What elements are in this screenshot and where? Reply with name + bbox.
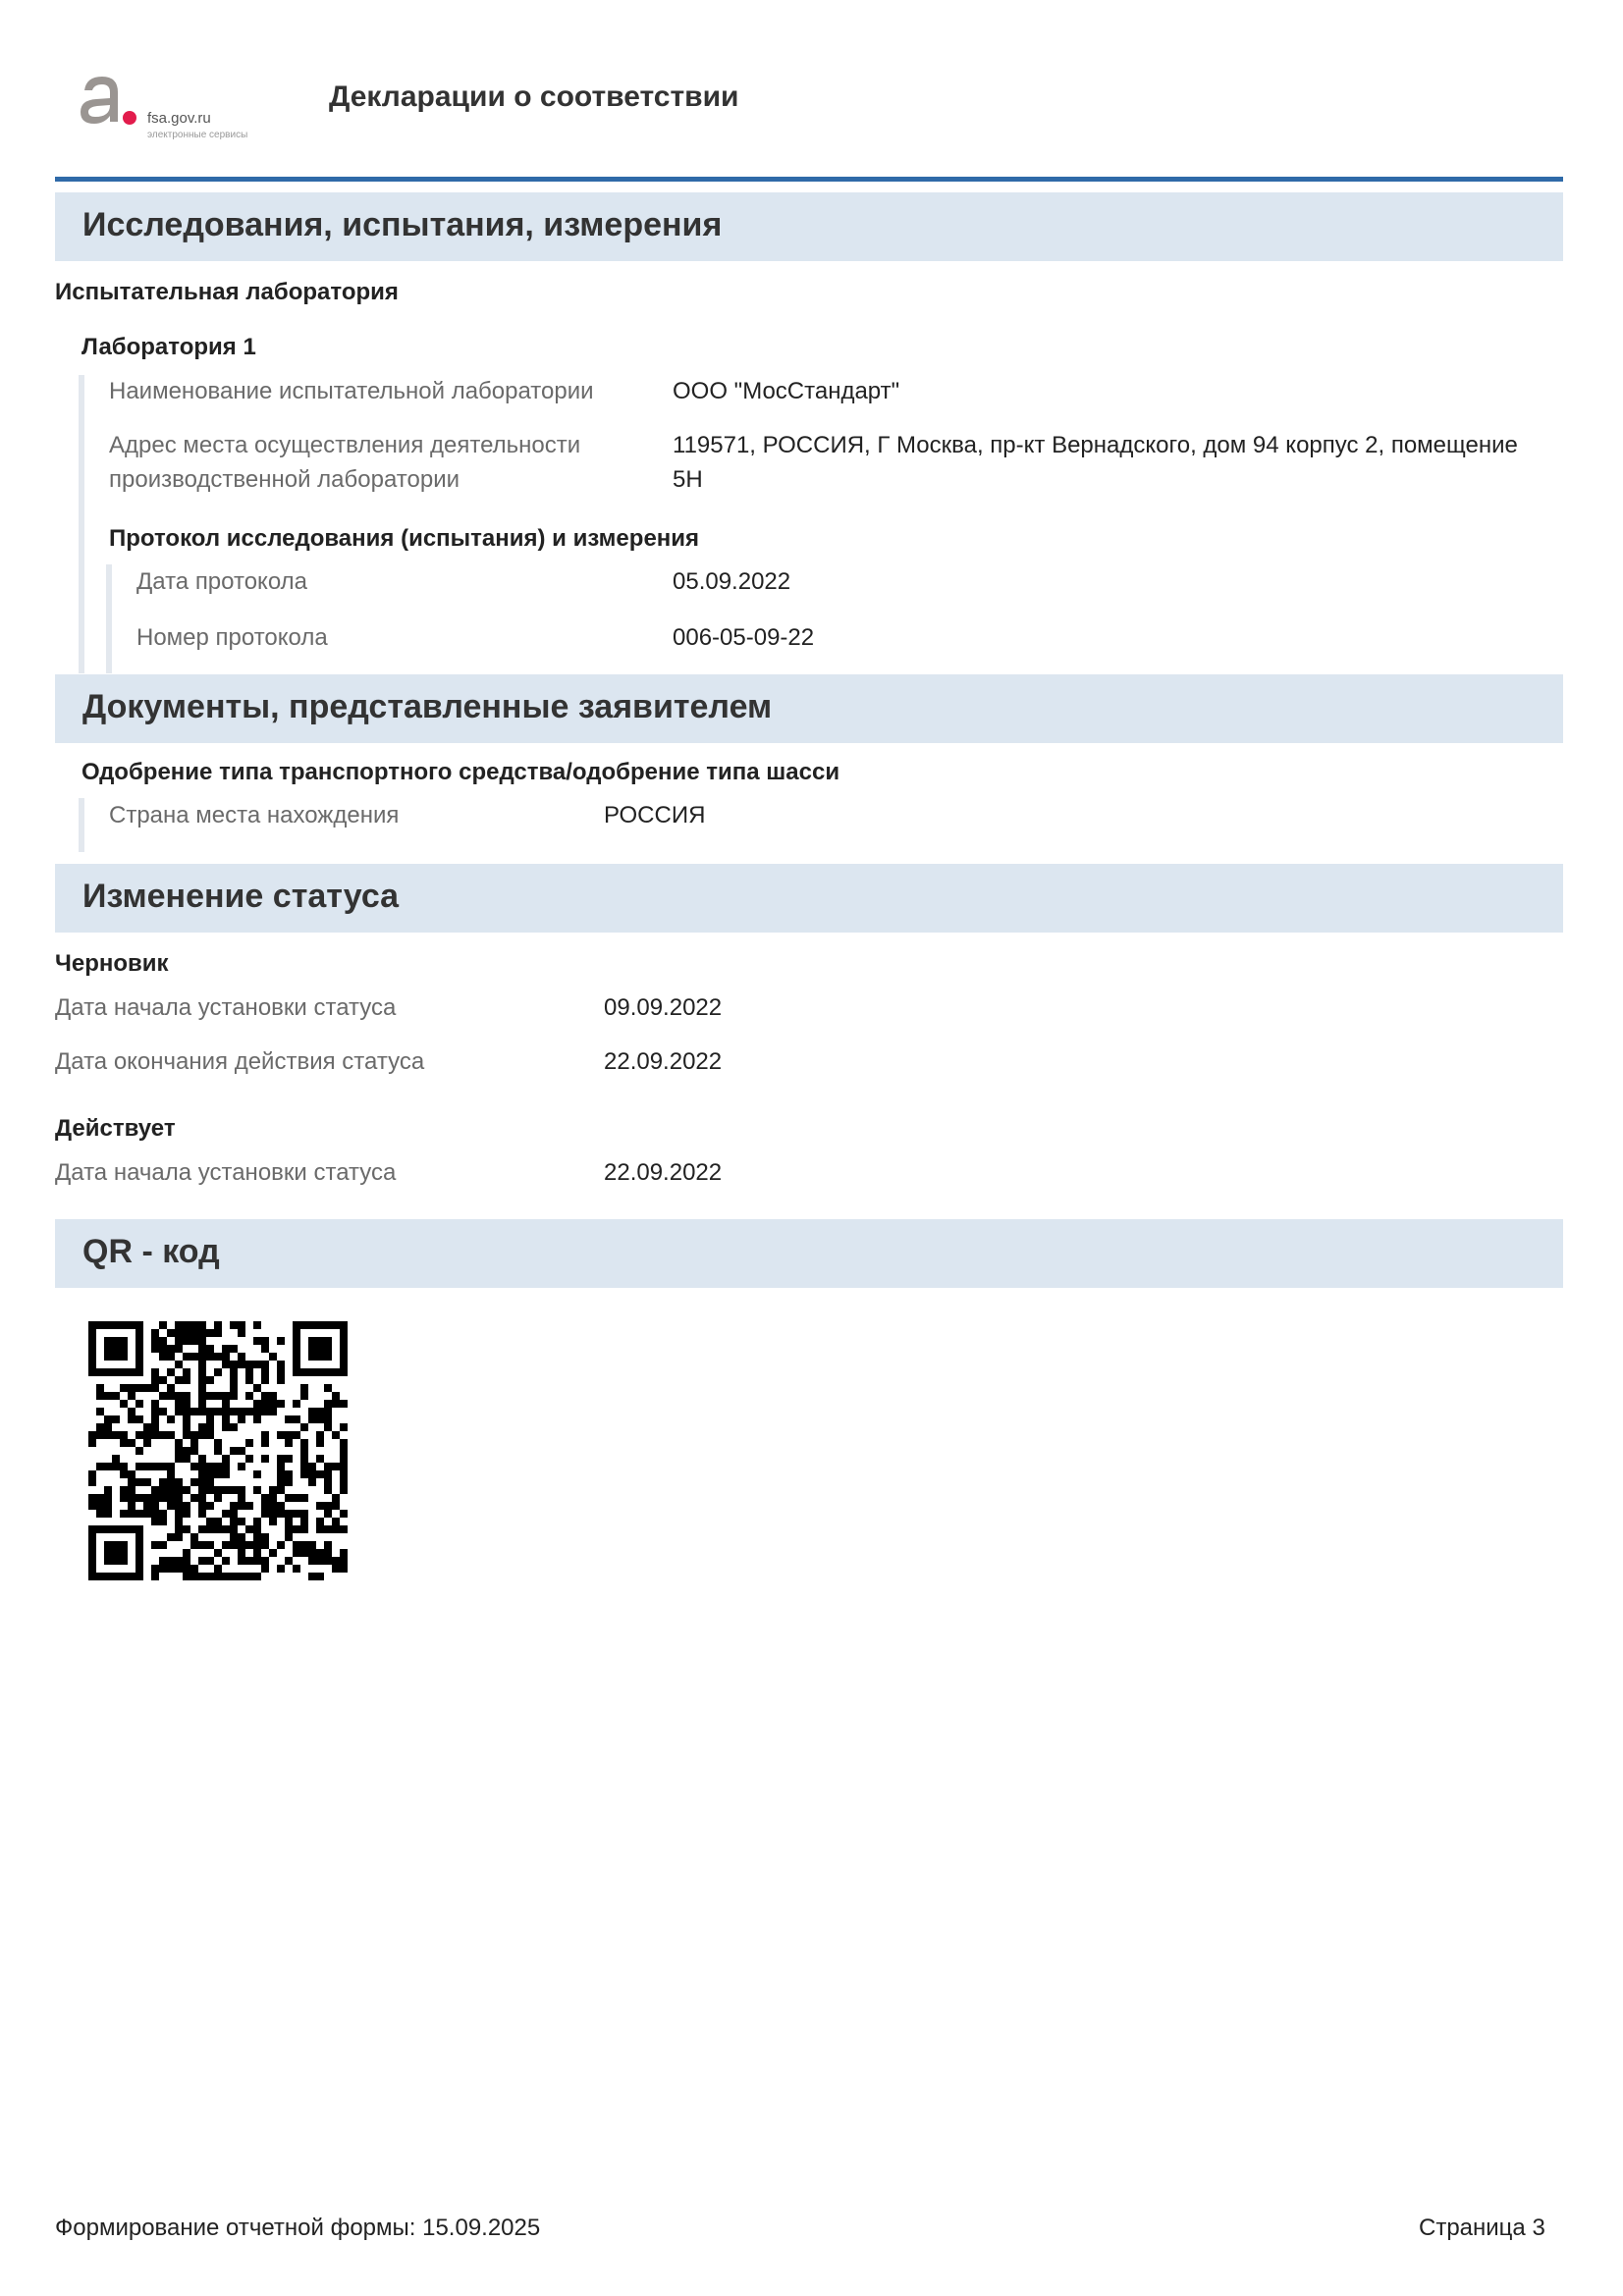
section-research-header bbox=[55, 192, 1563, 261]
protocol-date-value: 05.09.2022 bbox=[673, 568, 791, 595]
protocol-number-value: 006-05-09-22 bbox=[673, 624, 815, 651]
header-divider bbox=[55, 177, 1563, 182]
document-title: Декларации о соответствии bbox=[329, 80, 739, 113]
report-generated-date: Формирование отчетной формы: 15.09.2025 bbox=[55, 2215, 541, 2241]
fsa-logo bbox=[77, 73, 273, 143]
lab-address-value-line2: 5Н bbox=[673, 466, 703, 493]
active-start-label: Дата начала установки статуса bbox=[55, 1159, 397, 1186]
section-qr-header bbox=[55, 1219, 1563, 1288]
fsa-logo-icon bbox=[77, 73, 145, 132]
status-active-heading: Действует bbox=[55, 1115, 176, 1142]
country-value: РОССИЯ bbox=[604, 802, 706, 828]
section-qr-title: QR - код bbox=[82, 1233, 220, 1270]
lab-name-label: Наименование испытательной лаборатории bbox=[109, 378, 594, 404]
testing-lab-heading: Испытательная лаборатория bbox=[55, 279, 399, 305]
draft-end-label: Дата окончания действия статуса bbox=[55, 1048, 425, 1075]
logo-domain: fsa.gov.ru bbox=[147, 110, 211, 127]
protocol-indent-bar bbox=[106, 564, 112, 673]
section-research-title: Исследования, испытания, измерения bbox=[82, 206, 723, 243]
lab-address-label-line1: Адрес места осуществления деятельности bbox=[109, 432, 581, 458]
page-number: Страница 3 bbox=[1419, 2215, 1545, 2241]
documents-indent-bar bbox=[79, 798, 84, 852]
lab-address-value-line1: 119571, РОССИЯ, Г Москва, пр-кт Вернадского, дом 94 корпус 2, помещение bbox=[673, 432, 1518, 458]
lab-name-value: ООО "МосСтандарт" bbox=[673, 378, 900, 404]
logo-subtitle: электронные сервисы bbox=[147, 130, 248, 140]
protocol-date-label: Дата протокола bbox=[136, 568, 307, 595]
lab-title: Лаборатория 1 bbox=[81, 334, 256, 360]
qr-code-image bbox=[88, 1321, 348, 1580]
section-status-title: Изменение статуса bbox=[82, 878, 400, 915]
lab-address-label-line2: производственной лаборатории bbox=[109, 466, 460, 493]
draft-start-label: Дата начала установки статуса bbox=[55, 994, 397, 1021]
lab-indent-bar bbox=[79, 375, 84, 673]
protocol-heading: Протокол исследования (испытания) и измерения bbox=[109, 525, 700, 552]
status-draft-heading: Черновик bbox=[55, 950, 169, 977]
draft-start-value: 09.09.2022 bbox=[604, 994, 723, 1021]
vehicle-approval-heading: Одобрение типа транспортного средства/одобрение типа шасси bbox=[81, 759, 840, 785]
country-label: Страна места нахождения bbox=[109, 802, 400, 828]
section-documents-title: Документы, представленные заявителем bbox=[82, 688, 773, 725]
section-documents-header bbox=[55, 674, 1563, 743]
section-status-header bbox=[55, 864, 1563, 933]
draft-end-value: 22.09.2022 bbox=[604, 1048, 723, 1075]
active-start-value: 22.09.2022 bbox=[604, 1159, 723, 1186]
protocol-number-label: Номер протокола bbox=[136, 624, 328, 651]
